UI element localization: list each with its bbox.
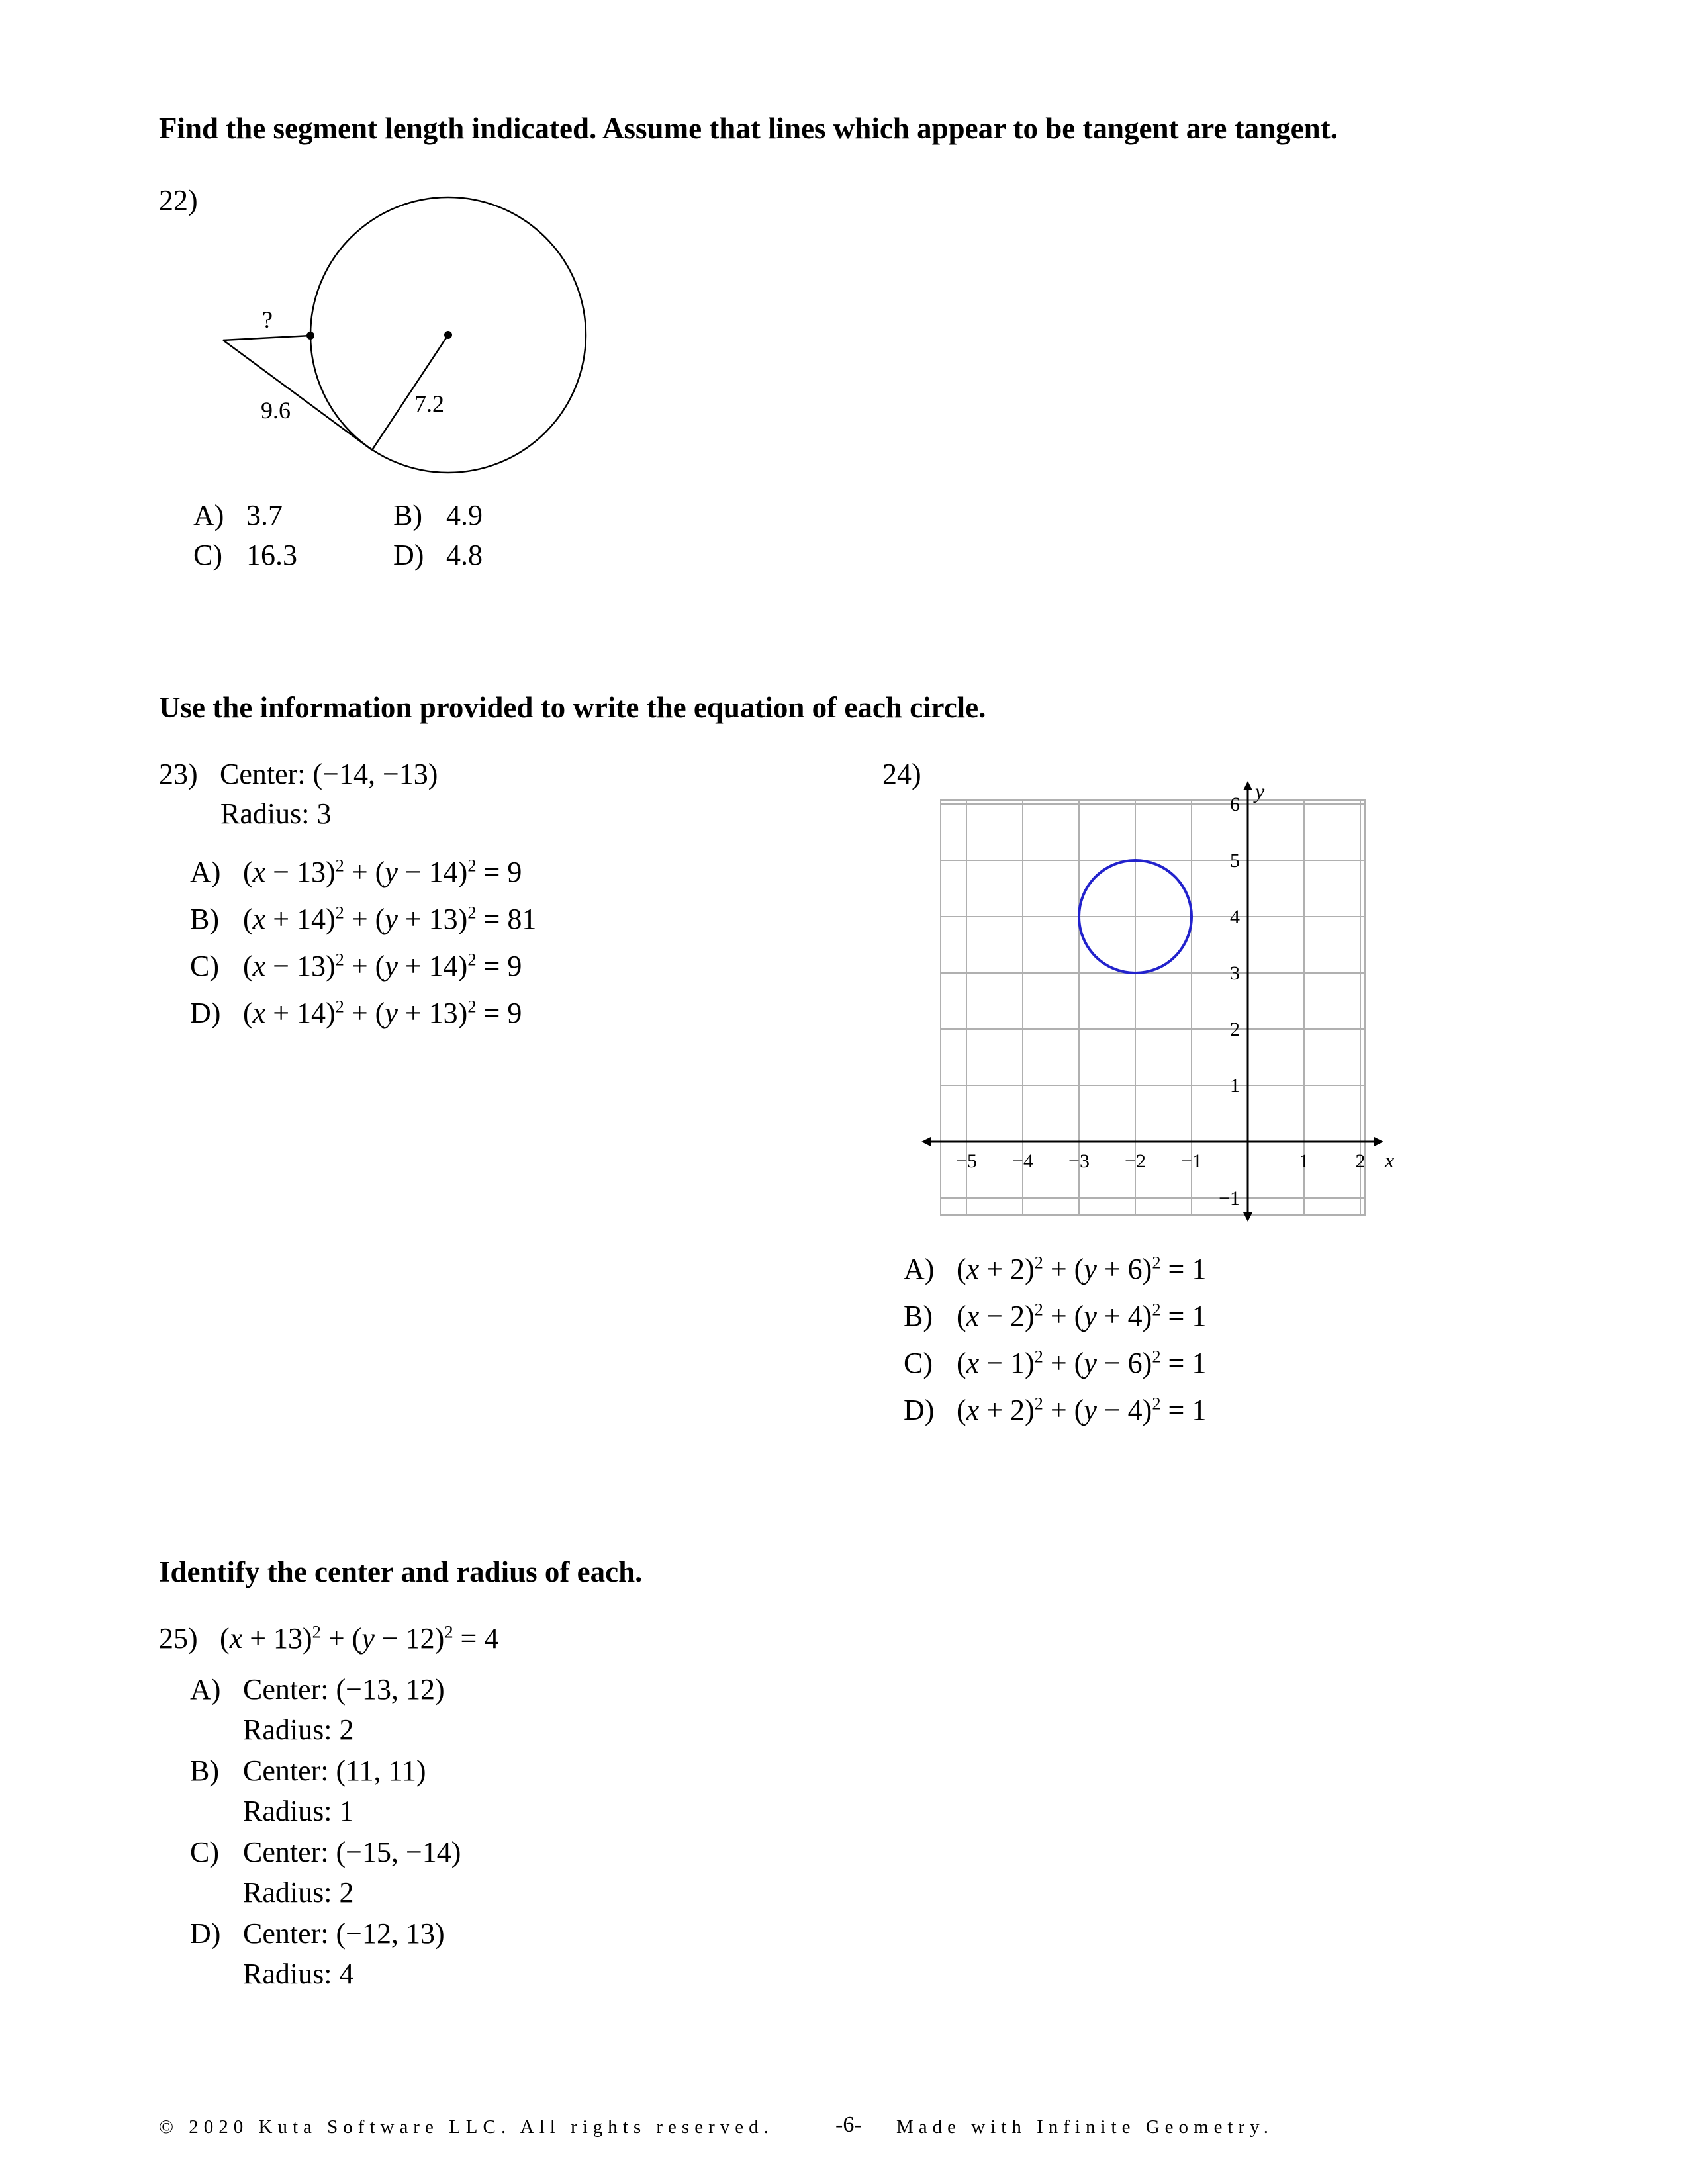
choice-equation: $(x + 14)^2 + (y + 13)^2 = 9$ xyxy=(243,996,522,1029)
radius-label: Radius: xyxy=(243,1958,332,1990)
problem-22-number: 22) xyxy=(159,184,198,216)
choice-key: B) xyxy=(904,1300,933,1332)
p23-choice-c xyxy=(190,949,522,984)
choice-key: A) xyxy=(193,499,224,531)
y-tick: 4 xyxy=(1230,906,1240,928)
p22-figure xyxy=(179,192,616,483)
p25-choice-b-radius xyxy=(243,1794,353,1829)
center-label: Center: xyxy=(220,758,306,790)
given-equation: $(x + 13)^2 + (y - 12)^2 = 4$ xyxy=(220,1621,499,1655)
p23-choice-a xyxy=(190,855,522,890)
x-tick: −5 xyxy=(956,1150,977,1172)
p25-choice-c-radius xyxy=(243,1876,353,1911)
problem-24-number: 24) xyxy=(882,758,921,790)
radius-label: Radius: xyxy=(220,797,310,830)
choice-key: D) xyxy=(190,1917,221,1950)
p25-equation-line xyxy=(159,1621,498,1657)
p22-choice-a xyxy=(193,498,283,533)
choice-value: 3.7 xyxy=(246,499,283,531)
unknown-length-label: ? xyxy=(262,306,273,333)
p25-choice-c-center xyxy=(190,1835,461,1870)
choice-equation: $(x + 2)^2 + (y - 4)^2 = 1$ xyxy=(957,1393,1207,1426)
choice-key: D) xyxy=(904,1394,935,1426)
center-value: (11, 11) xyxy=(336,1754,426,1787)
p25-choice-b-center xyxy=(190,1754,426,1789)
unknown-segment xyxy=(223,336,310,340)
radius-value: 2 xyxy=(339,1876,354,1909)
choice-equation: $(x + 14)^2 + (y + 13)^2 = 81$ xyxy=(243,902,537,935)
radius-value: 4 xyxy=(339,1958,354,1990)
footer-made-with: Made with Infinite Geometry. xyxy=(896,2116,1274,2138)
choice-equation: $(x - 1)^2 + (y - 6)^2 = 1$ xyxy=(957,1346,1207,1379)
circle-center-point-dot xyxy=(444,331,452,339)
y-tick: 2 xyxy=(1230,1019,1240,1040)
center-label: Center: xyxy=(243,1673,329,1706)
center-label: Center: xyxy=(243,1754,329,1787)
x-tick: −2 xyxy=(1125,1150,1146,1172)
radius-value: 3 xyxy=(316,797,332,830)
section-header-segment-length: Find the segment length indicated. Assume that lines which appear to be tangent are tangent. xyxy=(159,112,1338,145)
choice-key: C) xyxy=(190,950,219,982)
choice-value: 4.8 xyxy=(446,539,483,571)
problem-23-number: 23) xyxy=(159,758,198,790)
choice-key: A) xyxy=(190,1673,221,1706)
center-label: Center: xyxy=(243,1917,329,1950)
y-axis-top-arrow xyxy=(1243,781,1252,790)
p22-choice-d xyxy=(393,538,483,573)
p25-choice-a-radius xyxy=(243,1713,353,1748)
p22-choice-c xyxy=(193,538,297,573)
problem-25-number: 25) xyxy=(159,1622,198,1655)
center-value: (−13, 12) xyxy=(336,1673,445,1706)
p23-choice-d xyxy=(190,996,522,1031)
tangent-segment xyxy=(223,340,372,450)
y-tick: −1 xyxy=(1219,1187,1240,1209)
y-tick: 1 xyxy=(1230,1075,1240,1097)
choice-key: B) xyxy=(393,499,422,531)
choice-value: 4.9 xyxy=(446,499,483,531)
x-tick: −1 xyxy=(1181,1150,1202,1172)
choice-equation: $(x + 2)^2 + (y + 6)^2 = 1$ xyxy=(957,1252,1207,1285)
choice-key: B) xyxy=(190,1754,219,1787)
x-tick: −4 xyxy=(1012,1150,1033,1172)
footer-copyright: © 2020 Kuta Software LLC. All rights reserved. xyxy=(159,2116,774,2138)
radius-value: 2 xyxy=(339,1713,354,1746)
choice-key: D) xyxy=(393,539,424,571)
y-tick: 6 xyxy=(1230,794,1240,815)
section-header-equation-of-circle: Use the information provided to write the equation of each circle. xyxy=(159,691,986,724)
center-label: Center: xyxy=(243,1836,329,1868)
y-axis-bottom-arrow xyxy=(1243,1212,1252,1222)
p24-graph xyxy=(907,748,1397,1231)
y-axis-label: y xyxy=(1255,779,1265,803)
segment-length-label-9-6: 9.6 xyxy=(261,397,291,424)
radius-label: Radius: xyxy=(243,1876,332,1909)
section-header-center-radius: Identify the center and radius of each. xyxy=(159,1555,643,1588)
p23-choice-b xyxy=(190,902,536,937)
center-value: (−15, −14) xyxy=(336,1836,461,1868)
p24-choice-a xyxy=(904,1252,1206,1287)
choice-key: A) xyxy=(190,856,221,888)
x-axis-left-arrow xyxy=(921,1137,931,1146)
footer-page-number: -6- xyxy=(835,2113,862,2137)
circle-edge-point-dot xyxy=(306,332,314,340)
choice-value: 16.3 xyxy=(246,539,297,571)
p23-given-center xyxy=(159,757,438,792)
p24-choice-d xyxy=(904,1393,1206,1428)
y-tick: 5 xyxy=(1230,850,1240,872)
center-value: (−12, 13) xyxy=(336,1917,445,1950)
p25-choice-a-center xyxy=(190,1672,445,1707)
center-value: (−14, −13) xyxy=(312,758,438,790)
axis-tick-labels xyxy=(956,779,1394,1209)
p22-choice-b xyxy=(393,498,483,533)
choice-key: A) xyxy=(904,1253,935,1285)
choice-key: D) xyxy=(190,997,221,1029)
choice-equation: $(x - 2)^2 + (y + 4)^2 = 1$ xyxy=(957,1299,1207,1332)
x-tick: 2 xyxy=(1355,1150,1366,1172)
choice-key: C) xyxy=(190,1836,219,1868)
choice-equation: $(x - 13)^2 + (y + 14)^2 = 9$ xyxy=(243,949,522,982)
x-tick: 1 xyxy=(1299,1150,1309,1172)
radius-label: Radius: xyxy=(243,1713,332,1746)
radius-label: Radius: xyxy=(243,1795,332,1827)
choice-equation: $(x - 13)^2 + (y - 14)^2 = 9$ xyxy=(243,855,522,888)
p23-given-radius xyxy=(220,797,331,832)
p24-choice-c xyxy=(904,1346,1206,1381)
axes xyxy=(921,781,1383,1222)
radius-value: 1 xyxy=(339,1795,354,1827)
choice-key: B) xyxy=(190,903,219,935)
x-axis-label: x xyxy=(1385,1148,1395,1172)
choice-key: C) xyxy=(904,1347,933,1379)
choice-key: C) xyxy=(193,539,222,571)
segment-length-label-7-2: 7.2 xyxy=(414,390,444,417)
p24-choice-b xyxy=(904,1299,1206,1334)
x-axis-right-arrow xyxy=(1374,1137,1383,1146)
p25-choice-d-center xyxy=(190,1917,445,1952)
p25-choice-d-radius xyxy=(243,1957,353,1992)
x-tick: −3 xyxy=(1068,1150,1090,1172)
y-tick: 3 xyxy=(1230,962,1240,984)
